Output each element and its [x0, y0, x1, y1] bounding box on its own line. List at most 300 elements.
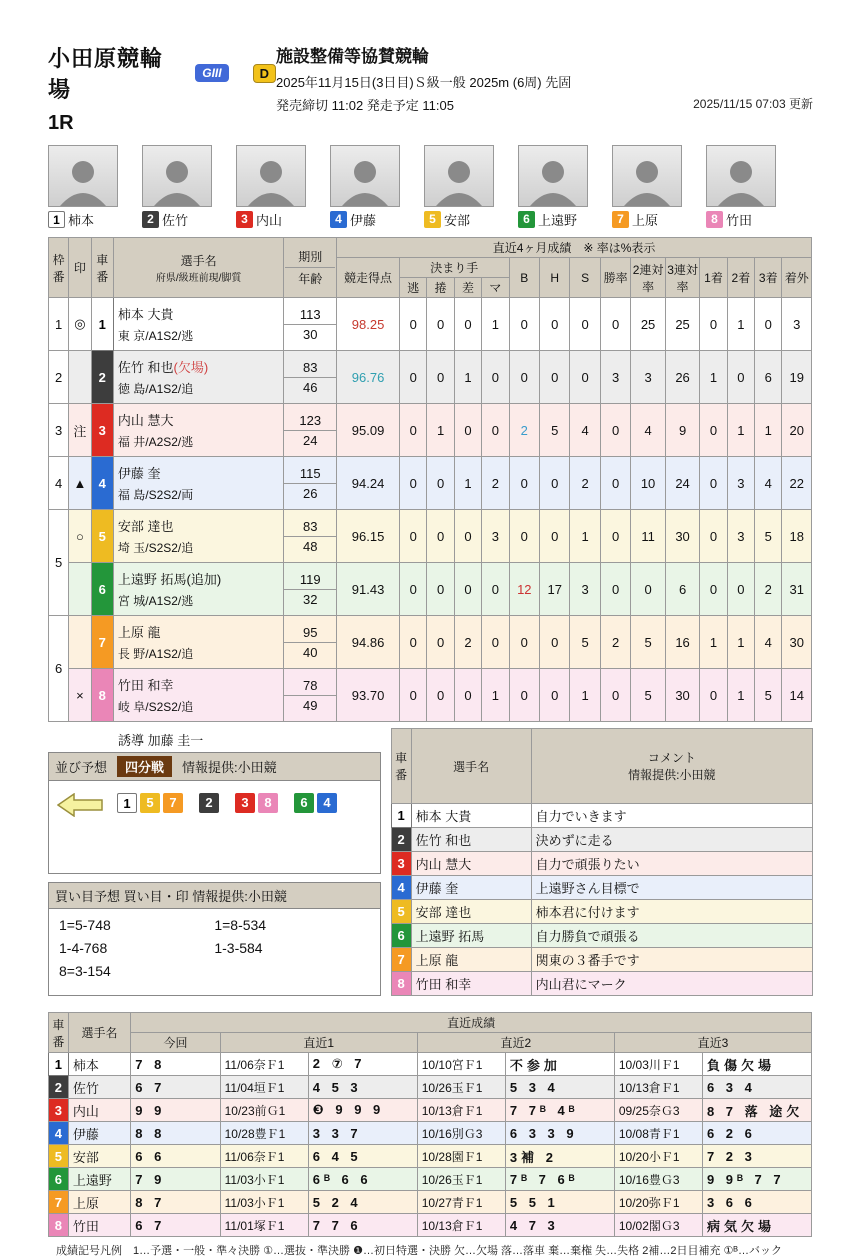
fin-out: 3: [782, 298, 812, 351]
current-series-result: 6 7: [131, 1076, 220, 1099]
makuri: 0: [427, 457, 454, 510]
rider-name: 安部 達也: [411, 900, 531, 924]
car-number-chip: 4: [49, 1122, 69, 1145]
comment-row: [391, 876, 812, 900]
fin-1st: 1: [700, 616, 727, 669]
rider-name: 竹田: [68, 1214, 130, 1237]
lineup-chip: 1: [117, 793, 137, 813]
win-rate: 0: [600, 510, 630, 563]
makuri: 0: [427, 616, 454, 669]
stats-row-7: [49, 616, 812, 669]
rider-name: 伊藤 奎: [411, 876, 531, 900]
s-count: 3: [570, 563, 600, 616]
niren-rate: 10: [631, 457, 665, 510]
col-recent-3: 直近3: [614, 1033, 811, 1053]
sashi: 0: [454, 669, 481, 722]
niren-rate: 5: [631, 669, 665, 722]
score-cell: 95.09: [337, 404, 400, 457]
col-winrate: 勝率: [600, 258, 630, 298]
rider-photo-item: [706, 145, 776, 229]
rider-photo: [48, 145, 118, 207]
fin-1st: 0: [700, 510, 727, 563]
bet-line: 1-3-584: [214, 940, 263, 957]
b-count: 12: [509, 563, 539, 616]
prediction-mark: ◎: [69, 298, 91, 351]
rider-photo-item: [330, 145, 400, 229]
waku-number: 5: [49, 510, 69, 616]
sashi: 2: [454, 616, 481, 669]
rider-short-name: 伊藤: [350, 213, 377, 228]
fin-3rd: 4: [755, 457, 782, 510]
recent1-result: ❸ 9 9 9: [308, 1099, 417, 1122]
rider-name: 内山: [68, 1099, 130, 1122]
rider-name: 内山 慧大: [411, 852, 531, 876]
recent3-result: 6 3 4: [702, 1076, 811, 1099]
recent1-date: 11/04垣Ｆ1: [220, 1076, 308, 1099]
car-number-chip: 6: [391, 924, 411, 948]
comment-row: [391, 948, 812, 972]
fin-1st: 0: [700, 298, 727, 351]
rider-number-chip: 3: [236, 211, 253, 228]
nige: 0: [400, 669, 427, 722]
s-count: 2: [570, 457, 600, 510]
rider-photo-item: [142, 145, 212, 229]
rider-number-chip: 7: [612, 211, 629, 228]
car-number-chip: 4: [391, 876, 411, 900]
sanren-rate: 16: [665, 616, 699, 669]
waku-number: 3: [49, 404, 69, 457]
lineup-group-1: [117, 793, 183, 813]
rider-comment: 自力でいきます: [531, 804, 812, 828]
prediction-mark: ×: [69, 669, 91, 722]
b-count: 0: [509, 669, 539, 722]
mark-k: 0: [482, 563, 509, 616]
h-count: 0: [540, 616, 570, 669]
recent2-date: 10/13倉Ｆ1: [417, 1099, 505, 1122]
niren-rate: 3: [631, 351, 665, 404]
fin-out: 22: [782, 457, 812, 510]
sashi: 0: [454, 563, 481, 616]
recent3-date: 10/08青Ｆ1: [614, 1122, 702, 1145]
lineup-prediction-box: [48, 752, 381, 874]
rider-name: 伊藤: [68, 1122, 130, 1145]
fin-1st: 0: [700, 669, 727, 722]
fin-2nd: 1: [727, 669, 754, 722]
prediction-mark: [69, 351, 91, 404]
term-age-cell: 95 40: [284, 616, 337, 669]
rider-name-cell: 上原 龍 長 野/A1S2/追: [113, 616, 283, 669]
col-recent-2: 直近2: [417, 1033, 614, 1053]
rider-photo: [142, 145, 212, 207]
makuri: 1: [427, 404, 454, 457]
waku-number: 6: [49, 616, 69, 722]
term-age-cell: 113 30: [284, 298, 337, 351]
fin-1st: 0: [700, 457, 727, 510]
fin-2nd: 3: [727, 457, 754, 510]
rider-number-chip: 8: [706, 211, 723, 228]
recent3-result: 負傷欠場: [702, 1053, 811, 1076]
bet-line: 1=8-534: [214, 917, 267, 933]
fin-2nd: 0: [727, 351, 754, 404]
col-rider-name: 選手名: [68, 1013, 130, 1053]
sanren-rate: 30: [665, 510, 699, 563]
recent2-result: 4 7 3: [505, 1214, 614, 1237]
h-count: 0: [540, 669, 570, 722]
mark-k: 1: [482, 669, 509, 722]
rider-name-cell: 上遠野 拓馬(追加) 宮 城/A1S2/逃: [113, 563, 283, 616]
comment-row: [391, 804, 812, 828]
mark-k: 3: [482, 510, 509, 563]
fin-2nd: 1: [727, 616, 754, 669]
recent3-result: 6 2 6: [702, 1122, 811, 1145]
rider-name: 佐竹 和也: [411, 828, 531, 852]
car-number-chip: 4: [91, 457, 113, 510]
rider-number-chip: 5: [424, 211, 441, 228]
recent1-date: 11/06奈Ｆ1: [220, 1053, 308, 1076]
recent-row: [49, 1214, 812, 1237]
sanren-rate: 30: [665, 669, 699, 722]
prediction-mark: ○: [69, 510, 91, 563]
lineup-chip: 2: [199, 793, 219, 813]
col-car-number: 車番: [49, 1013, 69, 1053]
recent1-result: 7 7 6: [308, 1214, 417, 1237]
s-count: 0: [570, 351, 600, 404]
bet-suggestion-box: [48, 882, 381, 996]
recent2-date: 10/27青Ｆ1: [417, 1191, 505, 1214]
recent1-date: 11/03小Ｆ1: [220, 1191, 308, 1214]
rider-number-chip: 4: [330, 211, 347, 228]
current-series-result: 9 9: [131, 1099, 220, 1122]
score-cell: 94.86: [337, 616, 400, 669]
prediction-mark: ▲: [69, 457, 91, 510]
rider-photo: [330, 145, 400, 207]
recent1-result: 3 3 7: [308, 1122, 417, 1145]
rider-photo: [518, 145, 588, 207]
recent2-date: 10/13倉Ｆ1: [417, 1214, 505, 1237]
win-rate: 0: [600, 669, 630, 722]
score-cell: 96.76: [337, 351, 400, 404]
lineup-chip: 5: [140, 793, 160, 813]
fin-out: 19: [782, 351, 812, 404]
term-age-cell: 119 32: [284, 563, 337, 616]
s-count: 0: [570, 298, 600, 351]
rider-photo: [612, 145, 682, 207]
bet-line: 8=3-154: [59, 963, 111, 980]
bet-label: 買い目予想 買い目・印 情報提供:小田競: [55, 889, 287, 904]
makuri: 0: [427, 510, 454, 563]
nige: 0: [400, 404, 427, 457]
col-out: 着外: [782, 258, 812, 298]
nige: 0: [400, 298, 427, 351]
fin-out: 18: [782, 510, 812, 563]
h-count: 0: [540, 351, 570, 404]
fin-2nd: 1: [727, 298, 754, 351]
recent2-result: 5 3 4: [505, 1076, 614, 1099]
rider-comment: 自力で頑張りたい: [531, 852, 812, 876]
rider-name-cell: 安部 達也 埼 玉/S2S2/追: [113, 510, 283, 563]
fin-2nd: 3: [727, 510, 754, 563]
lineup-label: 並び予想: [55, 760, 108, 775]
sanren-rate: 9: [665, 404, 699, 457]
car-number-chip: 2: [49, 1076, 69, 1099]
recent2-result: 不参加: [505, 1053, 614, 1076]
recent1-result: 5 2 4: [308, 1191, 417, 1214]
car-number-chip: 6: [49, 1168, 69, 1191]
formation-badge: 四分戦: [117, 756, 172, 777]
rider-photo: [706, 145, 776, 207]
recent2-date: 10/26玉Ｆ1: [417, 1168, 505, 1191]
recent1-result: 6 4 5: [308, 1145, 417, 1168]
current-series-result: 8 8: [131, 1122, 220, 1145]
rider-photo: [236, 145, 306, 207]
makuri: 0: [427, 351, 454, 404]
lineup-chip: 6: [294, 793, 314, 813]
rider-comment: 自力勝負で頑張る: [531, 924, 812, 948]
col-sashi: 差: [454, 278, 481, 298]
rider-photo-item: [48, 145, 118, 229]
bet-line: 1-4-768: [59, 940, 108, 957]
niren-rate: 11: [631, 510, 665, 563]
h-count: 0: [540, 457, 570, 510]
recent1-result: 4 5 3: [308, 1076, 417, 1099]
bet-column-1: [59, 914, 214, 990]
term-age-cell: 83 48: [284, 510, 337, 563]
col-kimarite: 決まり手: [400, 258, 510, 278]
recent-row: [49, 1099, 812, 1122]
car-number-chip: 1: [91, 298, 113, 351]
col-b: B: [509, 258, 539, 298]
rider-photo-item: [612, 145, 682, 229]
recent3-date: 10/20小Ｆ1: [614, 1145, 702, 1168]
lineup-group-4: [294, 793, 337, 813]
b-count: 0: [509, 298, 539, 351]
col-niren: 2連対率: [631, 258, 665, 298]
recent3-date: 10/20弥Ｆ1: [614, 1191, 702, 1214]
s-count: 5: [570, 616, 600, 669]
niren-rate: 0: [631, 563, 665, 616]
comment-row: [391, 972, 812, 996]
score-cell: 94.24: [337, 457, 400, 510]
col-3rd: 3着: [755, 258, 782, 298]
prediction-mark: [69, 563, 91, 616]
lineup-chip: 4: [317, 793, 337, 813]
rider-comment: 関東の３番手です: [531, 948, 812, 972]
rider-short-name: 上遠野: [538, 213, 578, 228]
lineup-group-2: [199, 793, 219, 813]
term-age-cell: 123 24: [284, 404, 337, 457]
b-count: 0: [509, 351, 539, 404]
rider-number-chip: 1: [48, 211, 65, 228]
comment-row: [391, 900, 812, 924]
rider-photo: [424, 145, 494, 207]
lineup-group-3: [235, 793, 278, 813]
comment-row: [391, 852, 812, 876]
recent-row: [49, 1191, 812, 1214]
rider-photo-item: [518, 145, 588, 229]
col-nige: 逃: [400, 278, 427, 298]
b-count: 0: [509, 616, 539, 669]
col-recent-results: 直近成績: [131, 1013, 812, 1033]
recent2-date: 10/10宮Ｆ1: [417, 1053, 505, 1076]
current-series-result: 6 6: [131, 1145, 220, 1168]
nige: 0: [400, 616, 427, 669]
h-count: 5: [540, 404, 570, 457]
rider-name-cell: 内山 慧大 福 井/A2S2/逃: [113, 404, 283, 457]
b-count: 2: [509, 404, 539, 457]
win-rate: 2: [600, 616, 630, 669]
recent-row: [49, 1076, 812, 1099]
sashi: 1: [454, 351, 481, 404]
niren-rate: 4: [631, 404, 665, 457]
car-number-chip: 1: [391, 804, 411, 828]
score-cell: 98.25: [337, 298, 400, 351]
col-rider-name: 選手名 府県/級班前現/脚質: [113, 238, 283, 298]
col-comment: コメント 情報提供:小田競: [531, 729, 812, 804]
recent3-result: 病気欠場: [702, 1214, 811, 1237]
col-s: S: [570, 258, 600, 298]
win-rate: 0: [600, 404, 630, 457]
mark-k: 1: [482, 298, 509, 351]
sanren-rate: 26: [665, 351, 699, 404]
stats-row-8: [49, 669, 812, 722]
car-number-chip: 6: [91, 563, 113, 616]
rider-name-cell: 柿本 大貴 東 京/A1S2/逃: [113, 298, 283, 351]
fin-3rd: 1: [755, 404, 782, 457]
lineup-chip: 7: [163, 793, 183, 813]
fin-1st: 0: [700, 404, 727, 457]
rider-name: 上遠野: [68, 1168, 130, 1191]
term-age-cell: 115 26: [284, 457, 337, 510]
b-count: 0: [509, 510, 539, 563]
recent3-result: 9 9ᴮ 7 7: [702, 1168, 811, 1191]
nige: 0: [400, 351, 427, 404]
recent3-result: 8 7 落 途欠: [702, 1099, 811, 1122]
recent2-date: 10/28園Ｆ1: [417, 1145, 505, 1168]
col-sanren: 3連対率: [665, 258, 699, 298]
col-term-age: 期別 年齢: [284, 238, 337, 298]
stats-row-5: [49, 510, 812, 563]
term-age-cell: 78 49: [284, 669, 337, 722]
velodrome-name: 小田原競輪場: [48, 46, 164, 102]
recent2-result: 3補 2: [505, 1145, 614, 1168]
win-rate: 3: [600, 351, 630, 404]
col-h: H: [540, 258, 570, 298]
recent2-result: 6 3 3 9: [505, 1122, 614, 1145]
b-count: 0: [509, 457, 539, 510]
fin-2nd: 1: [727, 404, 754, 457]
s-count: 1: [570, 669, 600, 722]
col-car-number: 車番: [91, 238, 113, 298]
makuri: 0: [427, 298, 454, 351]
current-series-result: 6 7: [131, 1214, 220, 1237]
mark-k: 2: [482, 457, 509, 510]
col-score: 競走得点: [337, 258, 400, 298]
recent3-result: 7 2 3: [702, 1145, 811, 1168]
sashi: 0: [454, 404, 481, 457]
rider-short-name: 安部: [444, 213, 471, 228]
s-count: 1: [570, 510, 600, 563]
win-rate: 0: [600, 457, 630, 510]
recent-results-table: [48, 1012, 812, 1237]
recent3-date: 10/13倉Ｆ1: [614, 1076, 702, 1099]
car-number-chip: 3: [391, 852, 411, 876]
h-count: 0: [540, 510, 570, 563]
rider-number-chip: 6: [518, 211, 535, 228]
recent3-date: 10/16豊Ｇ3: [614, 1168, 702, 1191]
rider-photo-item: [424, 145, 494, 229]
grade-badge: GIII: [195, 64, 228, 82]
col-2nd: 2着: [727, 258, 754, 298]
car-number-chip: 5: [49, 1145, 69, 1168]
col-1st: 1着: [700, 258, 727, 298]
rider-name: 佐竹: [68, 1076, 130, 1099]
nige: 0: [400, 457, 427, 510]
sanren-rate: 24: [665, 457, 699, 510]
stats-row-4: [49, 457, 812, 510]
sale-close-time: 発売締切 11:02 発走予定 11:05: [276, 98, 454, 113]
sashi: 1: [454, 457, 481, 510]
result-symbol-legend: 成績記号凡例 1…予選・一般・準々決勝 ①…選抜・準決勝 ❶…初日特選・決勝 欠…欠場 落…落車 棄…棄権 失…失格 2補…2日目補充 ①ᴮ…バック: [56, 1245, 782, 1257]
fin-3rd: 2: [755, 563, 782, 616]
rider-name: 柿本: [68, 1053, 130, 1076]
col-mark-k: マ: [482, 278, 509, 298]
fin-2nd: 0: [727, 563, 754, 616]
car-number-chip: 3: [91, 404, 113, 457]
h-count: 17: [540, 563, 570, 616]
rider-short-name: 上原: [632, 213, 659, 228]
car-number-chip: 5: [91, 510, 113, 563]
recent1-date: 10/28豊Ｆ1: [220, 1122, 308, 1145]
stats-row-1: [49, 298, 812, 351]
lineup-chip: 8: [258, 793, 278, 813]
rider-name: 安部: [68, 1145, 130, 1168]
prediction-mark: 注: [69, 404, 91, 457]
fin-3rd: 0: [755, 298, 782, 351]
rider-comment: 内山君にマーク: [531, 972, 812, 996]
car-number-chip: 8: [91, 669, 113, 722]
rider-stats-table: [48, 237, 812, 722]
recent3-result: 3 6 6: [702, 1191, 811, 1214]
recent1-result: 6ᴮ 6 6: [308, 1168, 417, 1191]
rider-name: 上原 龍: [411, 948, 531, 972]
waku-number: 1: [49, 298, 69, 351]
rider-name-cell: 竹田 和幸 岐 阜/S2S2/追: [113, 669, 283, 722]
sashi: 0: [454, 510, 481, 563]
recent-row: [49, 1145, 812, 1168]
mark-k: 0: [482, 616, 509, 669]
recent3-date: 09/25奈Ｇ3: [614, 1099, 702, 1122]
car-number-chip: 7: [91, 616, 113, 669]
win-rate: 0: [600, 563, 630, 616]
h-count: 0: [540, 298, 570, 351]
lineup-chip: 3: [235, 793, 255, 813]
current-series-result: 7 8: [131, 1053, 220, 1076]
sanren-rate: 6: [665, 563, 699, 616]
makuri: 0: [427, 669, 454, 722]
car-number-chip: 5: [391, 900, 411, 924]
col-car-number: 車番: [391, 729, 411, 804]
fin-3rd: 4: [755, 616, 782, 669]
recent1-result: 2 ⑦ 7: [308, 1053, 417, 1076]
rider-photo-item: [236, 145, 306, 229]
fin-1st: 1: [700, 351, 727, 404]
recent-row: [49, 1168, 812, 1191]
comment-row: [391, 828, 812, 852]
rider-short-name: 竹田: [726, 213, 753, 228]
rider-comment: 上遠野さん目標で: [531, 876, 812, 900]
recent2-date: 10/16別Ｇ3: [417, 1122, 505, 1145]
s-count: 4: [570, 404, 600, 457]
